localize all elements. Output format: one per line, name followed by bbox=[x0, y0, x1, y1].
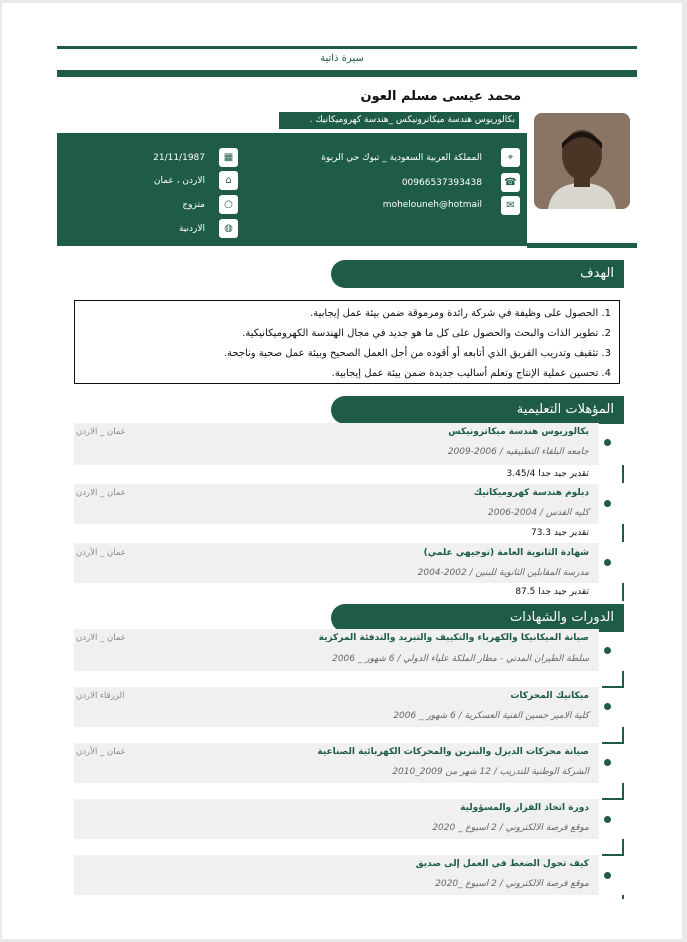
course-title: صيانة الميكانيكا والكهرباء والتكييف والتبريد والتدفئة المركزية bbox=[318, 633, 589, 643]
education-grade: تقدير جيد 73.3 bbox=[530, 528, 589, 538]
document-title: سيرة ذاتية bbox=[320, 53, 364, 64]
phone-icon: ☎ bbox=[501, 173, 520, 192]
objective-item: 2. تطوير الذات والبحث والحصول على كل ما هو جديد في مجال الهندسة الكهروميكانيكية. bbox=[242, 328, 611, 339]
email-icon: ✉ bbox=[501, 196, 520, 215]
education-institution: مدرسة المقابلين الثانوية للبنين / 2002-2004 bbox=[417, 568, 589, 578]
contact-panel bbox=[57, 133, 527, 246]
contact-location: المملكة العربية السعودية _ تبوك حي الربوة bbox=[321, 153, 482, 163]
education-institution: كليه القدس / 2004-2006 bbox=[488, 508, 589, 518]
education-title: دبلوم هندسة كهروميكانيك bbox=[473, 488, 589, 498]
timeline-dot bbox=[604, 816, 611, 823]
resume-page bbox=[2, 3, 682, 939]
course-provider: موقع فرصة الالكتروني / 2 اسبوع _ 2020 bbox=[432, 823, 589, 833]
header-panel bbox=[57, 80, 637, 250]
header-rule bbox=[57, 70, 637, 77]
objective-item: 3. تثقيف وتدريب الفريق الذي أتابعه أو أقوده من أجل العمل الصحيح وبيئة عمل صحية وناجحة. bbox=[223, 348, 611, 359]
education-location: عمان _ الاردن bbox=[76, 488, 126, 498]
calendar-icon: ▦ bbox=[219, 148, 238, 167]
education-title: بكالوريوس هندسة ميكاترونيكس bbox=[448, 427, 589, 437]
objective-item: 4. تحسين عملية الإنتاج وتعلم أساليب جديدة ضمن بيئة عمل إيجابية. bbox=[331, 368, 611, 379]
objective-item: 1. الحصول على وظيفة في شركة رائدة ومرموقة ضمن بيئة عمل إيجابية. bbox=[310, 308, 611, 319]
course-title: صيانة محركات الديزل والبنزين والمحركات الكهربائية الصناعية bbox=[317, 747, 589, 757]
home-icon: ⌂ bbox=[219, 171, 238, 190]
timeline-dot bbox=[604, 439, 611, 446]
timeline-dot bbox=[604, 647, 611, 654]
timeline-dot bbox=[604, 559, 611, 566]
marital-status: متزوج bbox=[182, 200, 205, 210]
course-location: عمان _ الأردن bbox=[76, 747, 126, 757]
education-title: شهادة الثانوية العامة (توجيهي علمي) bbox=[423, 548, 589, 558]
course-provider: موقع فرصة الالكتروني / 2 اسبوع _2020 bbox=[435, 879, 589, 889]
header-bottom-rule bbox=[527, 243, 637, 248]
objective-box bbox=[74, 300, 620, 384]
origin: الاردن ، عمان bbox=[153, 176, 205, 186]
contact-email: mohelouneh@hotmail bbox=[382, 200, 482, 210]
job-title: بكالوريوس هندسة ميكاترونيكس _هندسة كهروميكانيك . bbox=[279, 112, 519, 129]
education-institution: جامعه البلقاء التطبيقيه / 2006-2009 bbox=[447, 447, 589, 457]
course-title: دورة اتخاذ القرار والمسؤولية bbox=[460, 803, 589, 813]
courses-heading: الدورات والشهادات bbox=[331, 604, 624, 632]
education-grade: تقدير جيد جدا 87.5 bbox=[515, 587, 589, 597]
education-location: عمان _ الاردن bbox=[76, 427, 126, 437]
top-rule bbox=[57, 46, 637, 49]
full-name: محمد عيسى مسلم العون bbox=[360, 89, 521, 104]
timeline-dot bbox=[604, 703, 611, 710]
contact-phone: 00966537393438 bbox=[401, 178, 482, 188]
course-title: كيف تحول الضغط في العمل إلى صديق bbox=[415, 859, 589, 869]
course-location: عمان _ الاردن bbox=[76, 633, 126, 643]
course-location: الزرقاء الاردن bbox=[76, 691, 125, 701]
timeline-dot bbox=[604, 500, 611, 507]
objective-heading: الهدف bbox=[331, 260, 624, 288]
profile-photo bbox=[534, 113, 630, 209]
nationality: الاردنية bbox=[178, 224, 205, 234]
course-title: ميكانيك المحركات bbox=[510, 691, 589, 701]
timeline-dot bbox=[604, 759, 611, 766]
course-provider: كلية الامير حسين الفنية العسكرية / 6 شهور _ 2006 bbox=[393, 711, 589, 721]
timeline-dot bbox=[604, 872, 611, 879]
education-grade: تقدير جيد جدا 3.45/4 bbox=[506, 469, 589, 479]
birthdate: 21/11/1987 bbox=[153, 153, 205, 163]
globe-icon: ◍ bbox=[219, 219, 238, 238]
person-photo-icon bbox=[534, 113, 630, 209]
course-provider: سلطة الطيران المدني - مطار الملكة علياء الدولي / 6 شهور _ 2006 bbox=[332, 654, 589, 664]
location-pin-icon: ⌖ bbox=[501, 148, 520, 167]
rings-icon: ○ bbox=[219, 195, 238, 214]
education-heading: المؤهلات التعليمية bbox=[331, 396, 624, 424]
course-provider: الشركة الوطنية للتدريب / 12 شهر من 2009_2010 bbox=[392, 767, 589, 777]
education-location: عمان _ الأردن bbox=[76, 548, 126, 558]
